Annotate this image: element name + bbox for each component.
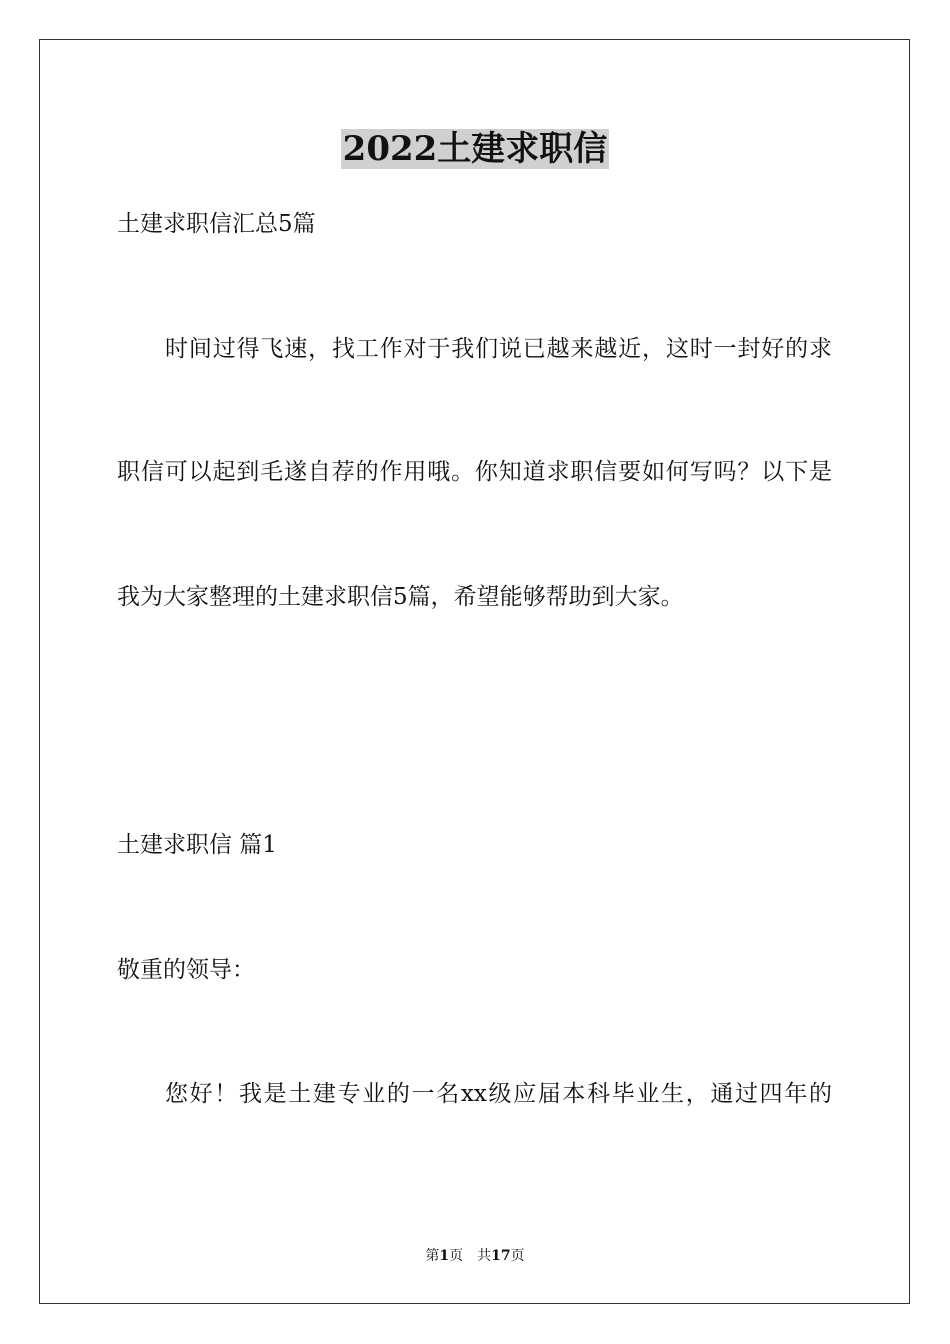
salutation: 敬重的领导： xyxy=(117,957,255,983)
footer-mid: 页 共 xyxy=(449,1248,492,1264)
section-heading: 土建求职信 篇1 xyxy=(117,832,277,858)
footer-total-pages: 17 xyxy=(491,1248,511,1264)
footer-current-page: 1 xyxy=(439,1248,450,1264)
document-title xyxy=(0,127,950,171)
document-subtitle: 土建求职信汇总5篇 xyxy=(117,211,316,237)
page-footer xyxy=(0,1246,950,1266)
intro-line-1: 时间过得飞速，找工作对于我们说已越来越近，这时一封好的求 xyxy=(165,336,832,362)
document-title-text: 2022土建求职信 xyxy=(342,129,608,169)
footer-prefix: 第 xyxy=(425,1248,440,1264)
intro-line-3: 我为大家整理的土建求职信5篇，希望能够帮助到大家。 xyxy=(117,584,684,610)
intro-line-2: 职信可以起到毛遂自荐的作用哦。你知道求职信要如何写吗？以下是 xyxy=(117,459,832,485)
body-line-1: 您好！我是土建专业的一名xx级应届本科毕业生，通过四年的 xyxy=(165,1081,832,1107)
footer-suffix: 页 xyxy=(510,1248,525,1264)
